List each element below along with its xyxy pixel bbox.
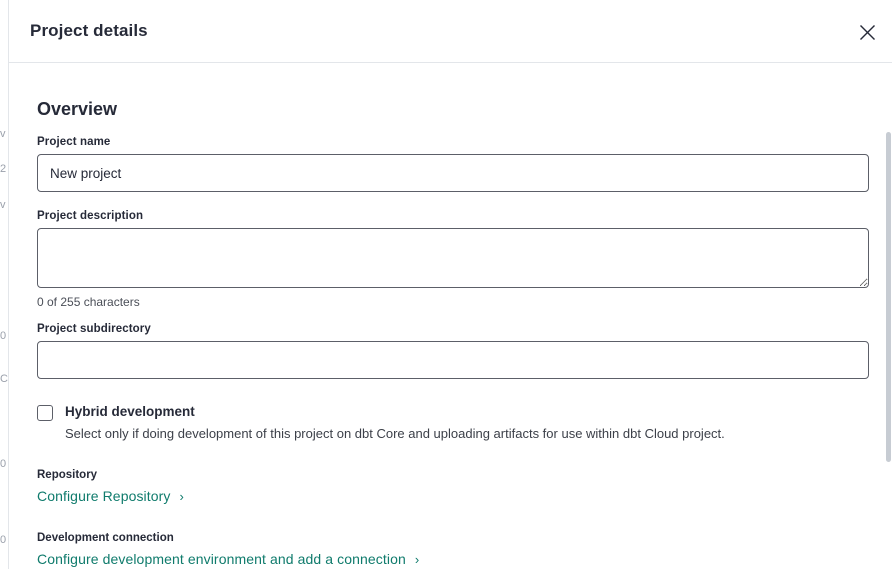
background-text-2: v — [0, 199, 6, 211]
close-button[interactable] — [852, 17, 882, 47]
chevron-right-icon: › — [179, 488, 184, 504]
close-icon — [859, 24, 876, 41]
modal-body — [9, 63, 892, 568]
background-text-0: v — [0, 128, 6, 140]
background-text-1: 2 — [0, 163, 7, 175]
configure-development-connection-link[interactable] — [37, 551, 419, 567]
modal-scrollbar-track[interactable] — [885, 64, 892, 569]
background-text-6: 0 — [0, 534, 7, 546]
project-subdirectory-input[interactable] — [37, 341, 869, 379]
configure-development-connection-link-label: Configure development environment and add a connection — [37, 551, 406, 567]
modal-header — [9, 0, 892, 63]
project-description-textarea[interactable] — [37, 228, 869, 288]
section-title-overview: Overview — [37, 99, 118, 119]
hybrid-development-texts — [65, 403, 725, 443]
background-text-5: 0 — [0, 458, 7, 470]
project-name-label: Project name — [37, 136, 111, 148]
modal-scrollbar-thumb[interactable] — [886, 132, 891, 462]
background-text-4: C — [0, 373, 8, 385]
configure-repository-link-label: Configure Repository — [37, 488, 171, 504]
configure-repository-link[interactable] — [37, 488, 184, 504]
hybrid-development-title: Hybrid development — [65, 404, 195, 419]
repository-label: Repository — [37, 469, 98, 481]
project-subdirectory-label: Project subdirectory — [37, 323, 151, 335]
project-name-input[interactable] — [37, 154, 869, 192]
hybrid-development-row[interactable] — [37, 403, 868, 443]
background-text-3: 0 — [0, 330, 7, 342]
modal-panel — [8, 0, 892, 569]
page-title: Project details — [30, 21, 148, 40]
hybrid-development-checkbox[interactable] — [37, 405, 53, 421]
project-description-label: Project description — [37, 210, 144, 222]
hybrid-development-description: Select only if doing development of this project on dbt Core and uploading artifacts for use within dbt Cloud project. — [65, 426, 725, 441]
project-description-counter: 0 of 255 characters — [37, 295, 140, 309]
development-connection-label: Development connection — [37, 532, 174, 544]
chevron-right-icon: › — [414, 551, 420, 567]
background-page-strip — [0, 0, 8, 569]
